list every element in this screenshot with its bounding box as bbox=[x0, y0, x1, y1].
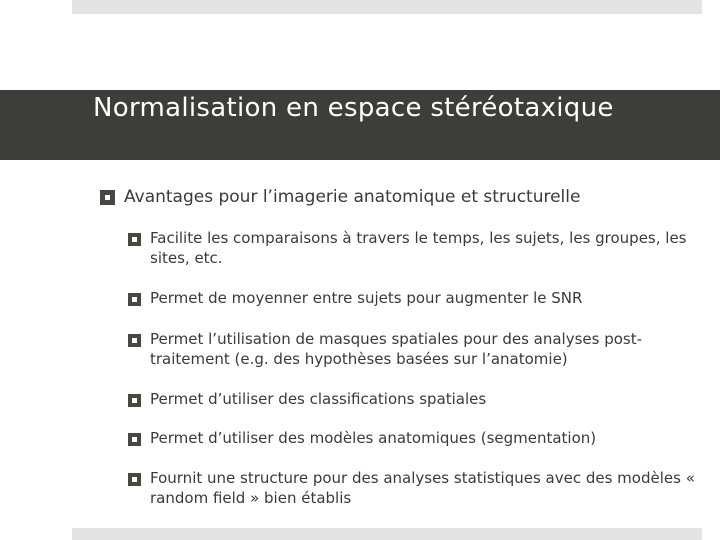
square-bullet-icon bbox=[128, 293, 141, 306]
sub-bullet-1 bbox=[128, 229, 698, 268]
sub-bullet-4 bbox=[128, 390, 698, 410]
sub-bullet-text: Permet l’utilisation de masques spatiales pour des analyses post-traitement (e.g. des hypothèses basées sur l’anatomie) bbox=[150, 330, 643, 368]
square-bullet-icon bbox=[128, 334, 141, 347]
sub-bullet-6 bbox=[128, 469, 698, 508]
sub-bullet-5 bbox=[128, 429, 698, 449]
square-bullet-icon bbox=[128, 433, 141, 446]
square-bullet-icon bbox=[128, 233, 141, 246]
sub-bullet-text: Permet d’utiliser des modèles anatomiques (segmentation) bbox=[150, 429, 597, 447]
square-bullet-icon bbox=[128, 473, 141, 486]
sub-bullet-2 bbox=[128, 289, 698, 309]
bottom-accent-bar bbox=[72, 528, 702, 540]
slide-title: Normalisation en espace stéréotaxique bbox=[93, 93, 614, 123]
sub-bullet-text: Fournit une structure pour des analyses statistiques avec des modèles « random field » bien établis bbox=[150, 469, 695, 507]
main-bullet-text: Avantages pour l’imagerie anatomique et structurelle bbox=[124, 187, 581, 207]
square-bullet-icon bbox=[100, 190, 115, 205]
square-bullet-icon bbox=[128, 394, 141, 407]
sub-bullet-text: Permet de moyenner entre sujets pour augmenter le SNR bbox=[150, 289, 583, 307]
sub-bullet-text: Facilite les comparaisons à travers le temps, les sujets, les groupes, les sites, etc. bbox=[150, 229, 687, 267]
sub-bullet-3 bbox=[128, 330, 698, 369]
sub-bullet-text: Permet d’utiliser des classifications spatiales bbox=[150, 390, 487, 408]
main-bullet bbox=[100, 186, 700, 208]
